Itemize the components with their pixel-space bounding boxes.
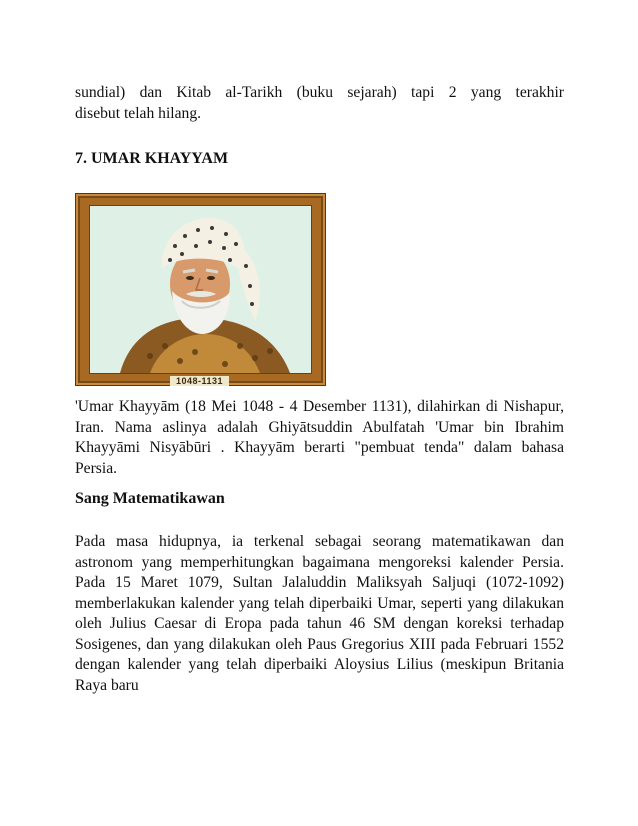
intro-paragraph bbox=[75, 83, 564, 124]
intro-line-2: disebut telah hilang. bbox=[75, 104, 202, 122]
subsection-heading: Sang Matematikawan bbox=[75, 490, 225, 507]
section-heading: 7. UMAR KHAYYAM bbox=[75, 150, 229, 167]
portrait-illustration bbox=[90, 206, 311, 373]
body-paragraph: Pada masa hidupnya, ia terkenal sebagai seorang matematikawan dan astronom yang memperhitungkan bagaimana mengoreksi kalender Persia. Pada 15 Maret 1079, Sultan Jalaluddin Maliksyah Saljuqi (1072-1092) memberlakukan kalender yang telah diperbaiki Umar, seperti yang dilakukan oleh Julius Caesar di Eropa pada tahun 46 SM dengan koreksi terhadap Sosigenes, dan yang dilakukan oleh Paus Gregorius XIII pada Februari 1552 dengan kalender yang telah diperbaiki Aloysius Lilius (meskipun Britania Raya baru bbox=[75, 533, 564, 694]
portrait-caption: 1048-1131 bbox=[170, 376, 229, 386]
bio-paragraph: 'Umar Khayyām (18 Mei 1048 - 4 Desember 1131), dilahirkan di Nishapur, Iran. Nama aslinya adalah Ghiyātsuddin Abulfatah 'Umar bin Ibrahim Khayyāmi Nisyābūri . Khayyām berarti "pembuat tenda" dalam bahasa Persia. bbox=[75, 398, 564, 477]
intro-line-1: sundial) dan Kitab al-Tarikh (buku sejarah) tapi 2 yang terakhir bbox=[75, 84, 564, 101]
portrait-figure bbox=[75, 193, 326, 386]
portrait-image bbox=[89, 205, 312, 374]
